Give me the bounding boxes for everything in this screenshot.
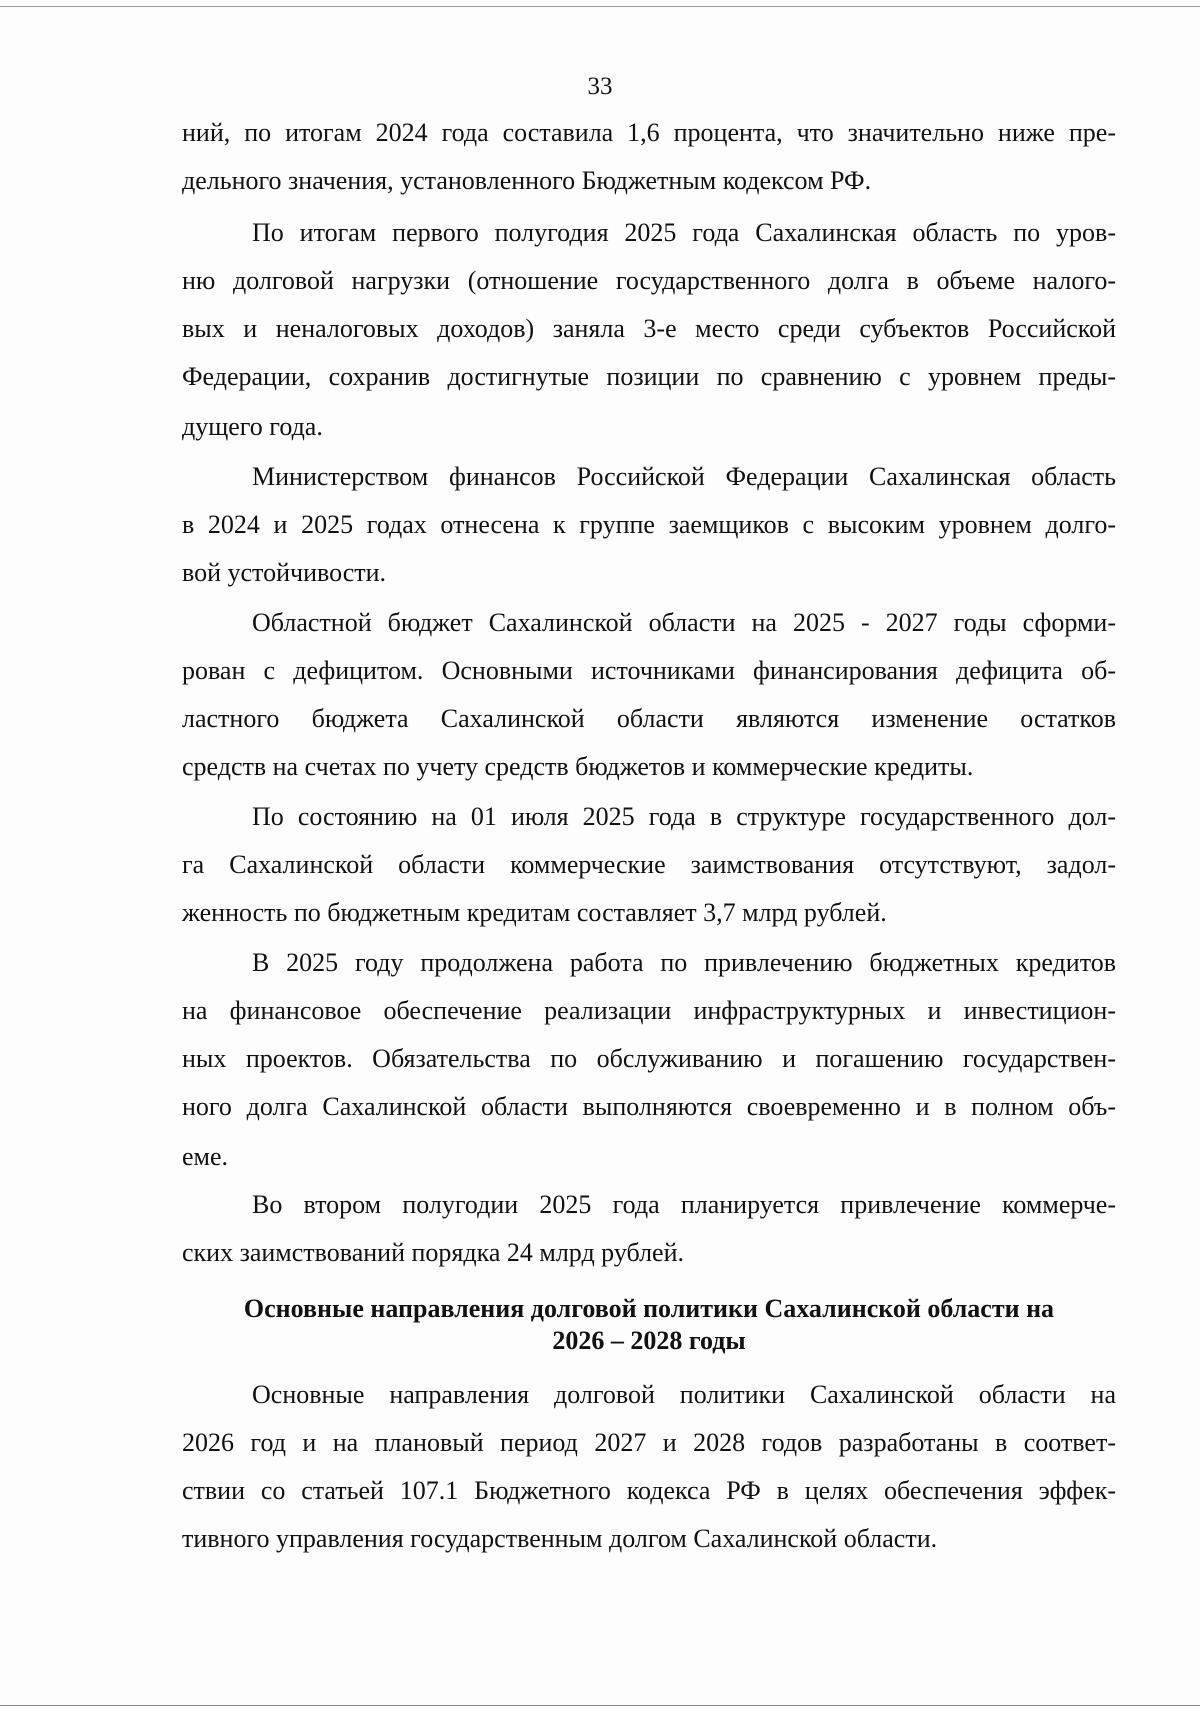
text-line: ного долга Сахалинской области выполняются своевременно и в полном объ- bbox=[182, 1092, 1116, 1121]
text-line: Министерством финансов Российской Федерации Сахалинская область bbox=[252, 462, 1116, 491]
text-line: еме. bbox=[182, 1142, 229, 1171]
text-line: дельного значения, установленного Бюджетным кодексом РФ. bbox=[182, 166, 872, 195]
text-line: вой устойчивости. bbox=[182, 558, 387, 587]
text-line: Во втором полугодии 2025 года планируется привлечение коммерче- bbox=[252, 1190, 1116, 1219]
text-line: Федерации, сохранив достигнутые позиции по сравнению с уровнем преды- bbox=[182, 362, 1116, 391]
text-line: в 2024 и 2025 годах отнесена к группе заемщиков с высоким уровнем долго- bbox=[182, 510, 1116, 539]
text-line: ню долговой нагрузки (отношение государственного долга в объеме налого- bbox=[182, 266, 1116, 295]
text-line: По состоянию на 01 июля 2025 года в структуре государственного дол- bbox=[252, 802, 1116, 831]
text-line: дущего года. bbox=[182, 412, 323, 441]
text-line: рован с дефицитом. Основными источниками финансирования дефицита об- bbox=[182, 656, 1116, 685]
text-line: га Сахалинской области коммерческие заимствования отсутствуют, задол- bbox=[182, 850, 1116, 879]
text-line: Областной бюджет Сахалинской области на 2025 - 2027 годы сформи- bbox=[252, 608, 1116, 637]
text-line: на финансовое обеспечение реализации инфраструктурных и инвестицион- bbox=[182, 996, 1116, 1025]
text-line: В 2025 году продолжена работа по привлечению бюджетных кредитов bbox=[252, 948, 1116, 977]
text-line: вых и неналоговых доходов) заняла 3-е место среди субъектов Российской bbox=[182, 314, 1116, 343]
section-heading-line: 2026 – 2028 годы bbox=[552, 1326, 746, 1355]
section-heading bbox=[182, 1293, 1116, 1357]
text-line: средств на счетах по учету средств бюджетов и коммерческие кредиты. bbox=[182, 752, 974, 781]
text-line: Основные направления долговой политики Сахалинской области на bbox=[252, 1380, 1116, 1409]
scan-edge-bottom bbox=[0, 1705, 1200, 1706]
text-line: женность по бюджетным кредитам составляет 3,7 млрд рублей. bbox=[182, 898, 887, 927]
text-line: тивного управления государственным долгом Сахалинской области. bbox=[182, 1524, 938, 1553]
text-line: ских заимствований порядка 24 млрд рублей. bbox=[182, 1238, 684, 1267]
text-line: ластного бюджета Сахалинской области являются изменение остатков bbox=[182, 704, 1116, 733]
text-line: ствии со статьей 107.1 Бюджетного кодекса РФ в целях обеспечения эффек- bbox=[182, 1476, 1116, 1505]
text-line: 2026 год и на плановый период 2027 и 2028 годов разработаны в соответ- bbox=[182, 1428, 1116, 1457]
text-line: ний, по итогам 2024 года составила 1,6 процента, что значительно ниже пре- bbox=[182, 118, 1116, 147]
section-heading-line: Основные направления долговой политики Сахалинской области на bbox=[243, 1294, 1055, 1323]
text-line: ных проектов. Обязательства по обслуживанию и погашению государствен- bbox=[182, 1044, 1116, 1073]
page-number: 33 bbox=[587, 73, 613, 100]
text-line: По итогам первого полугодия 2025 года Сахалинская область по уров- bbox=[252, 218, 1116, 247]
scan-edge-top bbox=[0, 6, 1200, 7]
